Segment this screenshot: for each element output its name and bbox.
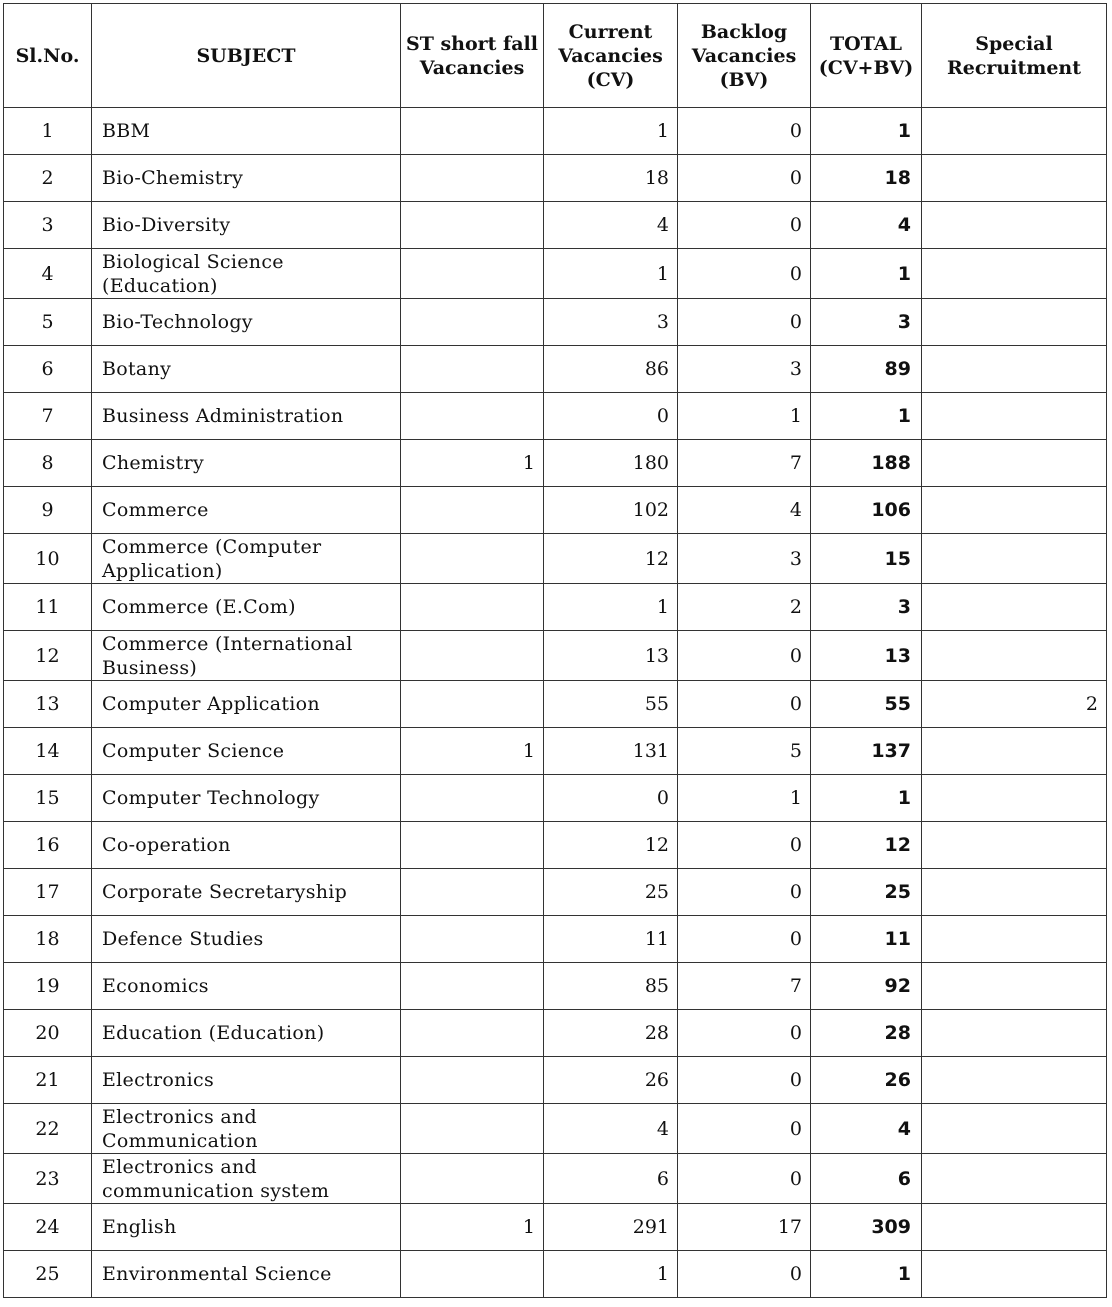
row-slno: 10	[4, 534, 92, 584]
row-st-shortfall	[401, 487, 544, 534]
row-st-shortfall	[401, 1010, 544, 1057]
row-st-shortfall	[401, 1251, 544, 1298]
row-subject: BBM	[92, 108, 401, 155]
row-slno: 15	[4, 775, 92, 822]
row-special-recruitment	[922, 108, 1107, 155]
row-subject: Chemistry	[92, 440, 401, 487]
row-backlog-vacancies: 0	[678, 249, 811, 299]
row-subject: Environmental Science	[92, 1251, 401, 1298]
row-subject: Computer Technology	[92, 775, 401, 822]
row-special-recruitment	[922, 916, 1107, 963]
row-backlog-vacancies: 0	[678, 681, 811, 728]
table-row	[4, 869, 1107, 916]
row-subject: Business Administration	[92, 393, 401, 440]
row-current-vacancies: 55	[544, 681, 678, 728]
row-special-recruitment	[922, 963, 1107, 1010]
row-st-shortfall	[401, 1057, 544, 1104]
row-special-recruitment: 2	[922, 681, 1107, 728]
row-st-shortfall	[401, 631, 544, 681]
row-total: 4	[811, 202, 922, 249]
row-slno: 17	[4, 869, 92, 916]
row-total: 18	[811, 155, 922, 202]
row-special-recruitment	[922, 346, 1107, 393]
row-special-recruitment	[922, 249, 1107, 299]
row-total: 4	[811, 1104, 922, 1154]
row-backlog-vacancies: 1	[678, 775, 811, 822]
table-row	[4, 1010, 1107, 1057]
header-current-vacancies: Current Vacancies (CV)	[544, 4, 678, 108]
row-backlog-vacancies: 4	[678, 487, 811, 534]
row-subject: Economics	[92, 963, 401, 1010]
row-current-vacancies: 1	[544, 249, 678, 299]
table-row	[4, 299, 1107, 346]
row-slno: 22	[4, 1104, 92, 1154]
header-special-recruitment: Special Recruitment	[922, 4, 1107, 108]
row-special-recruitment	[922, 1010, 1107, 1057]
row-slno: 6	[4, 346, 92, 393]
table-row	[4, 1104, 1107, 1154]
row-slno: 18	[4, 916, 92, 963]
row-total: 12	[811, 822, 922, 869]
row-current-vacancies: 26	[544, 1057, 678, 1104]
row-current-vacancies: 291	[544, 1204, 678, 1251]
row-st-shortfall	[401, 534, 544, 584]
row-backlog-vacancies: 7	[678, 440, 811, 487]
row-current-vacancies: 131	[544, 728, 678, 775]
row-st-shortfall	[401, 155, 544, 202]
row-current-vacancies: 12	[544, 534, 678, 584]
row-special-recruitment	[922, 155, 1107, 202]
row-special-recruitment	[922, 299, 1107, 346]
header-st-shortfall: ST short fall Vacancies	[401, 4, 544, 108]
row-backlog-vacancies: 0	[678, 108, 811, 155]
row-backlog-vacancies: 0	[678, 155, 811, 202]
row-slno: 25	[4, 1251, 92, 1298]
header-row	[4, 4, 1107, 108]
table-row	[4, 728, 1107, 775]
row-subject: Computer Science	[92, 728, 401, 775]
row-total: 55	[811, 681, 922, 728]
table-row	[4, 822, 1107, 869]
row-backlog-vacancies: 0	[678, 299, 811, 346]
row-st-shortfall	[401, 681, 544, 728]
row-subject: Co-operation	[92, 822, 401, 869]
row-subject: Defence Studies	[92, 916, 401, 963]
row-backlog-vacancies: 0	[678, 631, 811, 681]
row-current-vacancies: 1	[544, 584, 678, 631]
row-current-vacancies: 1	[544, 108, 678, 155]
vacancy-table	[3, 3, 1107, 1298]
header-total: TOTAL (CV+BV)	[811, 4, 922, 108]
row-st-shortfall	[401, 1154, 544, 1204]
row-slno: 1	[4, 108, 92, 155]
row-st-shortfall: 1	[401, 440, 544, 487]
row-slno: 16	[4, 822, 92, 869]
row-subject: Electronics and Communication	[92, 1104, 401, 1154]
row-current-vacancies: 0	[544, 775, 678, 822]
row-st-shortfall	[401, 393, 544, 440]
row-special-recruitment	[922, 728, 1107, 775]
row-st-shortfall	[401, 249, 544, 299]
row-slno: 8	[4, 440, 92, 487]
row-st-shortfall	[401, 584, 544, 631]
table-row	[4, 108, 1107, 155]
row-backlog-vacancies: 3	[678, 346, 811, 393]
row-current-vacancies: 12	[544, 822, 678, 869]
row-subject: Bio-Technology	[92, 299, 401, 346]
row-backlog-vacancies: 0	[678, 1104, 811, 1154]
table-row	[4, 155, 1107, 202]
row-st-shortfall	[401, 108, 544, 155]
row-subject: Commerce	[92, 487, 401, 534]
row-special-recruitment	[922, 1251, 1107, 1298]
row-subject: Electronics and communication system	[92, 1154, 401, 1204]
row-special-recruitment	[922, 393, 1107, 440]
row-slno: 12	[4, 631, 92, 681]
row-current-vacancies: 180	[544, 440, 678, 487]
row-subject: Bio-Chemistry	[92, 155, 401, 202]
row-backlog-vacancies: 0	[678, 869, 811, 916]
row-slno: 23	[4, 1154, 92, 1204]
row-backlog-vacancies: 17	[678, 1204, 811, 1251]
row-total: 6	[811, 1154, 922, 1204]
row-backlog-vacancies: 0	[678, 1251, 811, 1298]
row-total: 3	[811, 299, 922, 346]
row-subject: English	[92, 1204, 401, 1251]
table-row	[4, 681, 1107, 728]
row-total: 309	[811, 1204, 922, 1251]
row-subject: Botany	[92, 346, 401, 393]
row-current-vacancies: 13	[544, 631, 678, 681]
row-slno: 3	[4, 202, 92, 249]
row-special-recruitment	[922, 775, 1107, 822]
row-st-shortfall: 1	[401, 728, 544, 775]
row-special-recruitment	[922, 1204, 1107, 1251]
row-current-vacancies: 3	[544, 299, 678, 346]
row-total: 3	[811, 584, 922, 631]
row-st-shortfall	[401, 775, 544, 822]
row-st-shortfall	[401, 299, 544, 346]
row-subject: Corporate Secretaryship	[92, 869, 401, 916]
row-current-vacancies: 4	[544, 202, 678, 249]
row-slno: 2	[4, 155, 92, 202]
row-subject: Electronics	[92, 1057, 401, 1104]
row-total: 1	[811, 393, 922, 440]
row-total: 1	[811, 775, 922, 822]
row-current-vacancies: 25	[544, 869, 678, 916]
row-slno: 20	[4, 1010, 92, 1057]
table-row	[4, 487, 1107, 534]
header-subject: SUBJECT	[92, 4, 401, 108]
row-slno: 13	[4, 681, 92, 728]
row-slno: 14	[4, 728, 92, 775]
table-row	[4, 1154, 1107, 1204]
row-total: 1	[811, 108, 922, 155]
row-slno: 19	[4, 963, 92, 1010]
header-slno: Sl.No.	[4, 4, 92, 108]
row-subject: Bio-Diversity	[92, 202, 401, 249]
row-current-vacancies: 18	[544, 155, 678, 202]
row-total: 28	[811, 1010, 922, 1057]
table-row	[4, 1057, 1107, 1104]
row-st-shortfall	[401, 202, 544, 249]
row-current-vacancies: 4	[544, 1104, 678, 1154]
row-special-recruitment	[922, 440, 1107, 487]
row-slno: 24	[4, 1204, 92, 1251]
row-current-vacancies: 85	[544, 963, 678, 1010]
row-total: 15	[811, 534, 922, 584]
table-row	[4, 916, 1107, 963]
row-slno: 9	[4, 487, 92, 534]
row-slno: 4	[4, 249, 92, 299]
row-subject: Computer Application	[92, 681, 401, 728]
row-slno: 21	[4, 1057, 92, 1104]
row-total: 13	[811, 631, 922, 681]
row-total: 137	[811, 728, 922, 775]
row-st-shortfall	[401, 1104, 544, 1154]
row-total: 92	[811, 963, 922, 1010]
row-backlog-vacancies: 2	[678, 584, 811, 631]
row-current-vacancies: 28	[544, 1010, 678, 1057]
row-backlog-vacancies: 0	[678, 202, 811, 249]
row-slno: 5	[4, 299, 92, 346]
row-st-shortfall	[401, 916, 544, 963]
row-backlog-vacancies: 0	[678, 1154, 811, 1204]
row-st-shortfall	[401, 822, 544, 869]
table-row	[4, 202, 1107, 249]
row-slno: 11	[4, 584, 92, 631]
header-backlog-vacancies: Backlog Vacancies (BV)	[678, 4, 811, 108]
row-special-recruitment	[922, 1154, 1107, 1204]
table-row	[4, 631, 1107, 681]
table-row	[4, 393, 1107, 440]
row-backlog-vacancies: 3	[678, 534, 811, 584]
row-backlog-vacancies: 0	[678, 1010, 811, 1057]
row-current-vacancies: 1	[544, 1251, 678, 1298]
table-row	[4, 346, 1107, 393]
table-row	[4, 584, 1107, 631]
row-special-recruitment	[922, 869, 1107, 916]
row-current-vacancies: 0	[544, 393, 678, 440]
row-total: 1	[811, 1251, 922, 1298]
row-subject: Commerce (E.Com)	[92, 584, 401, 631]
row-st-shortfall: 1	[401, 1204, 544, 1251]
row-total: 188	[811, 440, 922, 487]
row-backlog-vacancies: 7	[678, 963, 811, 1010]
row-total: 11	[811, 916, 922, 963]
table-row	[4, 775, 1107, 822]
row-total: 89	[811, 346, 922, 393]
row-special-recruitment	[922, 534, 1107, 584]
row-special-recruitment	[922, 202, 1107, 249]
row-st-shortfall	[401, 346, 544, 393]
row-subject: Commerce (Computer Application)	[92, 534, 401, 584]
row-special-recruitment	[922, 584, 1107, 631]
table-row	[4, 963, 1107, 1010]
row-subject: Commerce (International Business)	[92, 631, 401, 681]
row-backlog-vacancies: 0	[678, 916, 811, 963]
row-special-recruitment	[922, 631, 1107, 681]
row-backlog-vacancies: 1	[678, 393, 811, 440]
row-backlog-vacancies: 5	[678, 728, 811, 775]
row-total: 106	[811, 487, 922, 534]
table-row	[4, 534, 1107, 584]
row-total: 1	[811, 249, 922, 299]
row-st-shortfall	[401, 963, 544, 1010]
table-row	[4, 440, 1107, 487]
row-special-recruitment	[922, 487, 1107, 534]
table-row	[4, 1204, 1107, 1251]
row-current-vacancies: 102	[544, 487, 678, 534]
row-current-vacancies: 6	[544, 1154, 678, 1204]
row-special-recruitment	[922, 1057, 1107, 1104]
row-slno: 7	[4, 393, 92, 440]
row-backlog-vacancies: 0	[678, 1057, 811, 1104]
table-row	[4, 1251, 1107, 1298]
row-current-vacancies: 86	[544, 346, 678, 393]
table-row	[4, 249, 1107, 299]
row-backlog-vacancies: 0	[678, 822, 811, 869]
row-special-recruitment	[922, 1104, 1107, 1154]
row-st-shortfall	[401, 869, 544, 916]
row-total: 25	[811, 869, 922, 916]
row-current-vacancies: 11	[544, 916, 678, 963]
row-special-recruitment	[922, 822, 1107, 869]
row-subject: Education (Education)	[92, 1010, 401, 1057]
row-subject: Biological Science (Education)	[92, 249, 401, 299]
row-total: 26	[811, 1057, 922, 1104]
